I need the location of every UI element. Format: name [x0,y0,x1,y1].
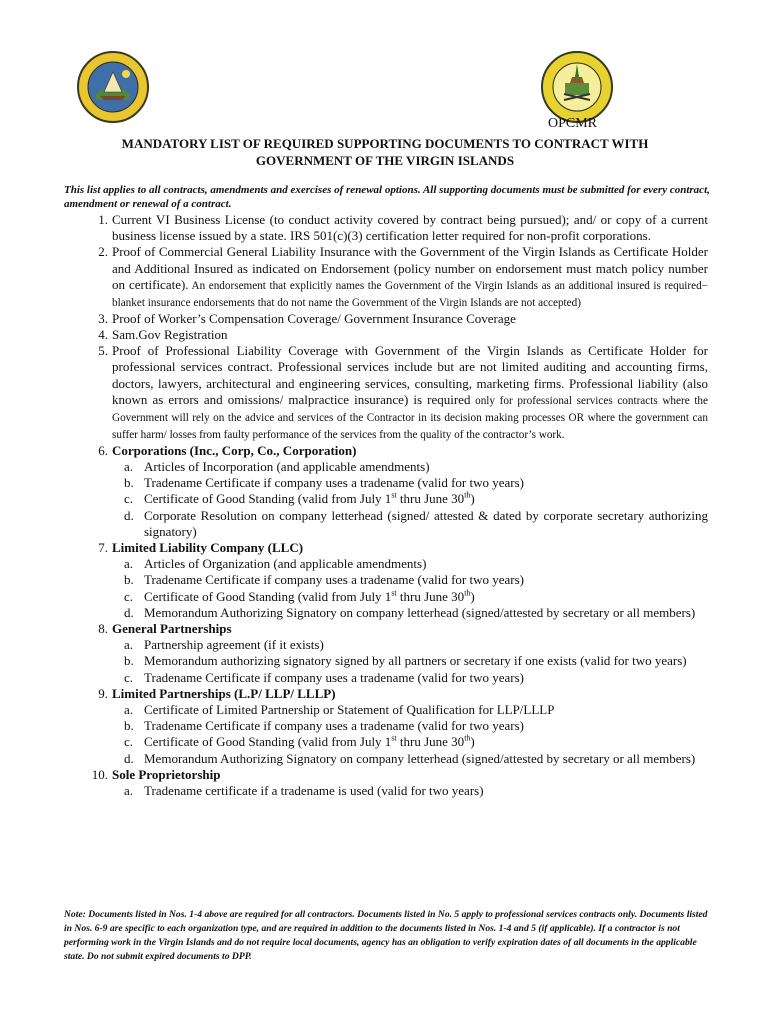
dpp-seal-logo [540,50,614,124]
list-item: 3. Proof of Worker’s Compensation Coverage/ Government Insurance Coverage [98,310,516,326]
page-title [40,135,730,169]
list-item: 2. Proof of Commercial General Liability Insurance with the Government of the Virgin Islands as Certificate Holder and Additional Insured as indicated on Endorsement (policy number on endorsement must match policy number on certificate). An endorsement that explicitly names the Government of the Virgin Islands as an additional insured is required− blanket insurance endorsements that do not name the Government of the Virgin Islands are not accepted) [98,244,708,309]
title-line-1: MANDATORY LIST OF REQUIRED SUPPORTING DOCUMENTS TO CONTRACT WITH [121,136,649,151]
government-seal-logo [76,50,150,124]
agency-label: OPCMR [548,116,598,131]
list-item: 1. Current VI Business License (to conduct activity covered by contract being pursued); and/ or copy of a current business license issued by a state. IRS 501(c)(3) certification letter required for non-profit corporations. [98,212,708,244]
sub-item: b. Memorandum authorizing signatory signed by all partners or secretary if one exists (valid for two years) [124,653,687,669]
list-item-llc: 7. Limited Liability Company (LLC) [98,540,304,556]
requirements-list [82,212,708,799]
title-line-2: GOVERNMENT OF THE VIRGIN ISLANDS [255,153,515,168]
sub-item: d. Memorandum Authorizing Signatory on company letterhead (signed/attested by secretary or all members) [124,750,696,766]
list-item-corporations: 6. Corporations (Inc., Corp, Co., Corporation) [98,442,357,458]
sub-item: a. Articles of Incorporation (and applicable amendments) [124,459,430,475]
sub-item: a. Certificate of Limited Partnership or Statement of Qualification for LLP/LLLP [124,702,555,718]
intro-paragraph: This list applies to all contracts, amendments and exercises of renewal options. All supporting documents must be submitted for every contract, amendment or renewal of a contract. [64,184,710,210]
sub-item: c. Tradename Certificate if company uses a tradename (valid for two years) [124,669,524,685]
footer-note: Note: Documents listed in Nos. 1-4 above are required for all contractors. Documents listed in No. 5 apply to professional services contracts only. Documents listed in Nos. 6-9 are specific to each organization type, and are required in addition to the documents listed in Nos. 1-4 and 5 (if applicable). If a contractor is not performing work in the Virgin Islands and do not require local documents, agency has an obligation to verify expiration dates of all documents in the applicable state. Do not submit expired documents to DPP. [64,909,708,962]
list-item: 5. Proof of Professional Liability Coverage with Government of the Virgin Islands as Certificate Holder for professional services contract. Professional services include but are not limited auditing and accounting firms, doctors, lawyers, architectural and engineering services, consulting, marketing firms. Professional liability (also known as errors and omissions/ malpractice insurance) is required only for professional services contracts where the Government will rely on the advice and services of the Contractor in its decision making processes OR where the government can suffer harm/ losses from faulty performance of the services from the quality of the contractor’s work. [98,343,708,441]
list-item-general-partnerships: 8. General Partnerships [98,621,232,637]
sub-item: d. Memorandum Authorizing Signatory on company letterhead (signed/attested by secretary or all members) [124,604,696,620]
list-item-limited-partnerships: 9. Limited Partnerships (L.P/ LLP/ LLLP) [98,685,336,701]
sub-item: a. Partnership agreement (if it exists) [124,637,324,653]
sub-item: a. Tradename certificate if a tradename is used (valid for two years) [124,783,484,799]
list-item: 4. Sam.Gov Registration [98,327,228,343]
sub-item: c. Certificate of Good Standing (valid from July 1st thru June 30th) [124,491,475,507]
sub-item: b. Tradename Certificate if company uses a tradename (valid for two years) [124,572,524,588]
sub-item: c. Certificate of Good Standing (valid from July 1st thru June 30th) [124,588,475,604]
sub-item: c. Certificate of Good Standing (valid from July 1st thru June 30th) [124,734,475,750]
list-item-sole-proprietorship: 10. Sole Proprietorship [91,766,221,782]
sub-item: b. Tradename Certificate if company uses a tradename (valid for two years) [124,475,524,491]
sub-item: b. Tradename Certificate if company uses a tradename (valid for two years) [124,718,524,734]
sub-item: a. Articles of Organization (and applicable amendments) [124,556,427,572]
sub-item: d. Corporate Resolution on company letterhead (signed/ attested & dated by corporate secretary authorizing signatory) [124,507,708,539]
